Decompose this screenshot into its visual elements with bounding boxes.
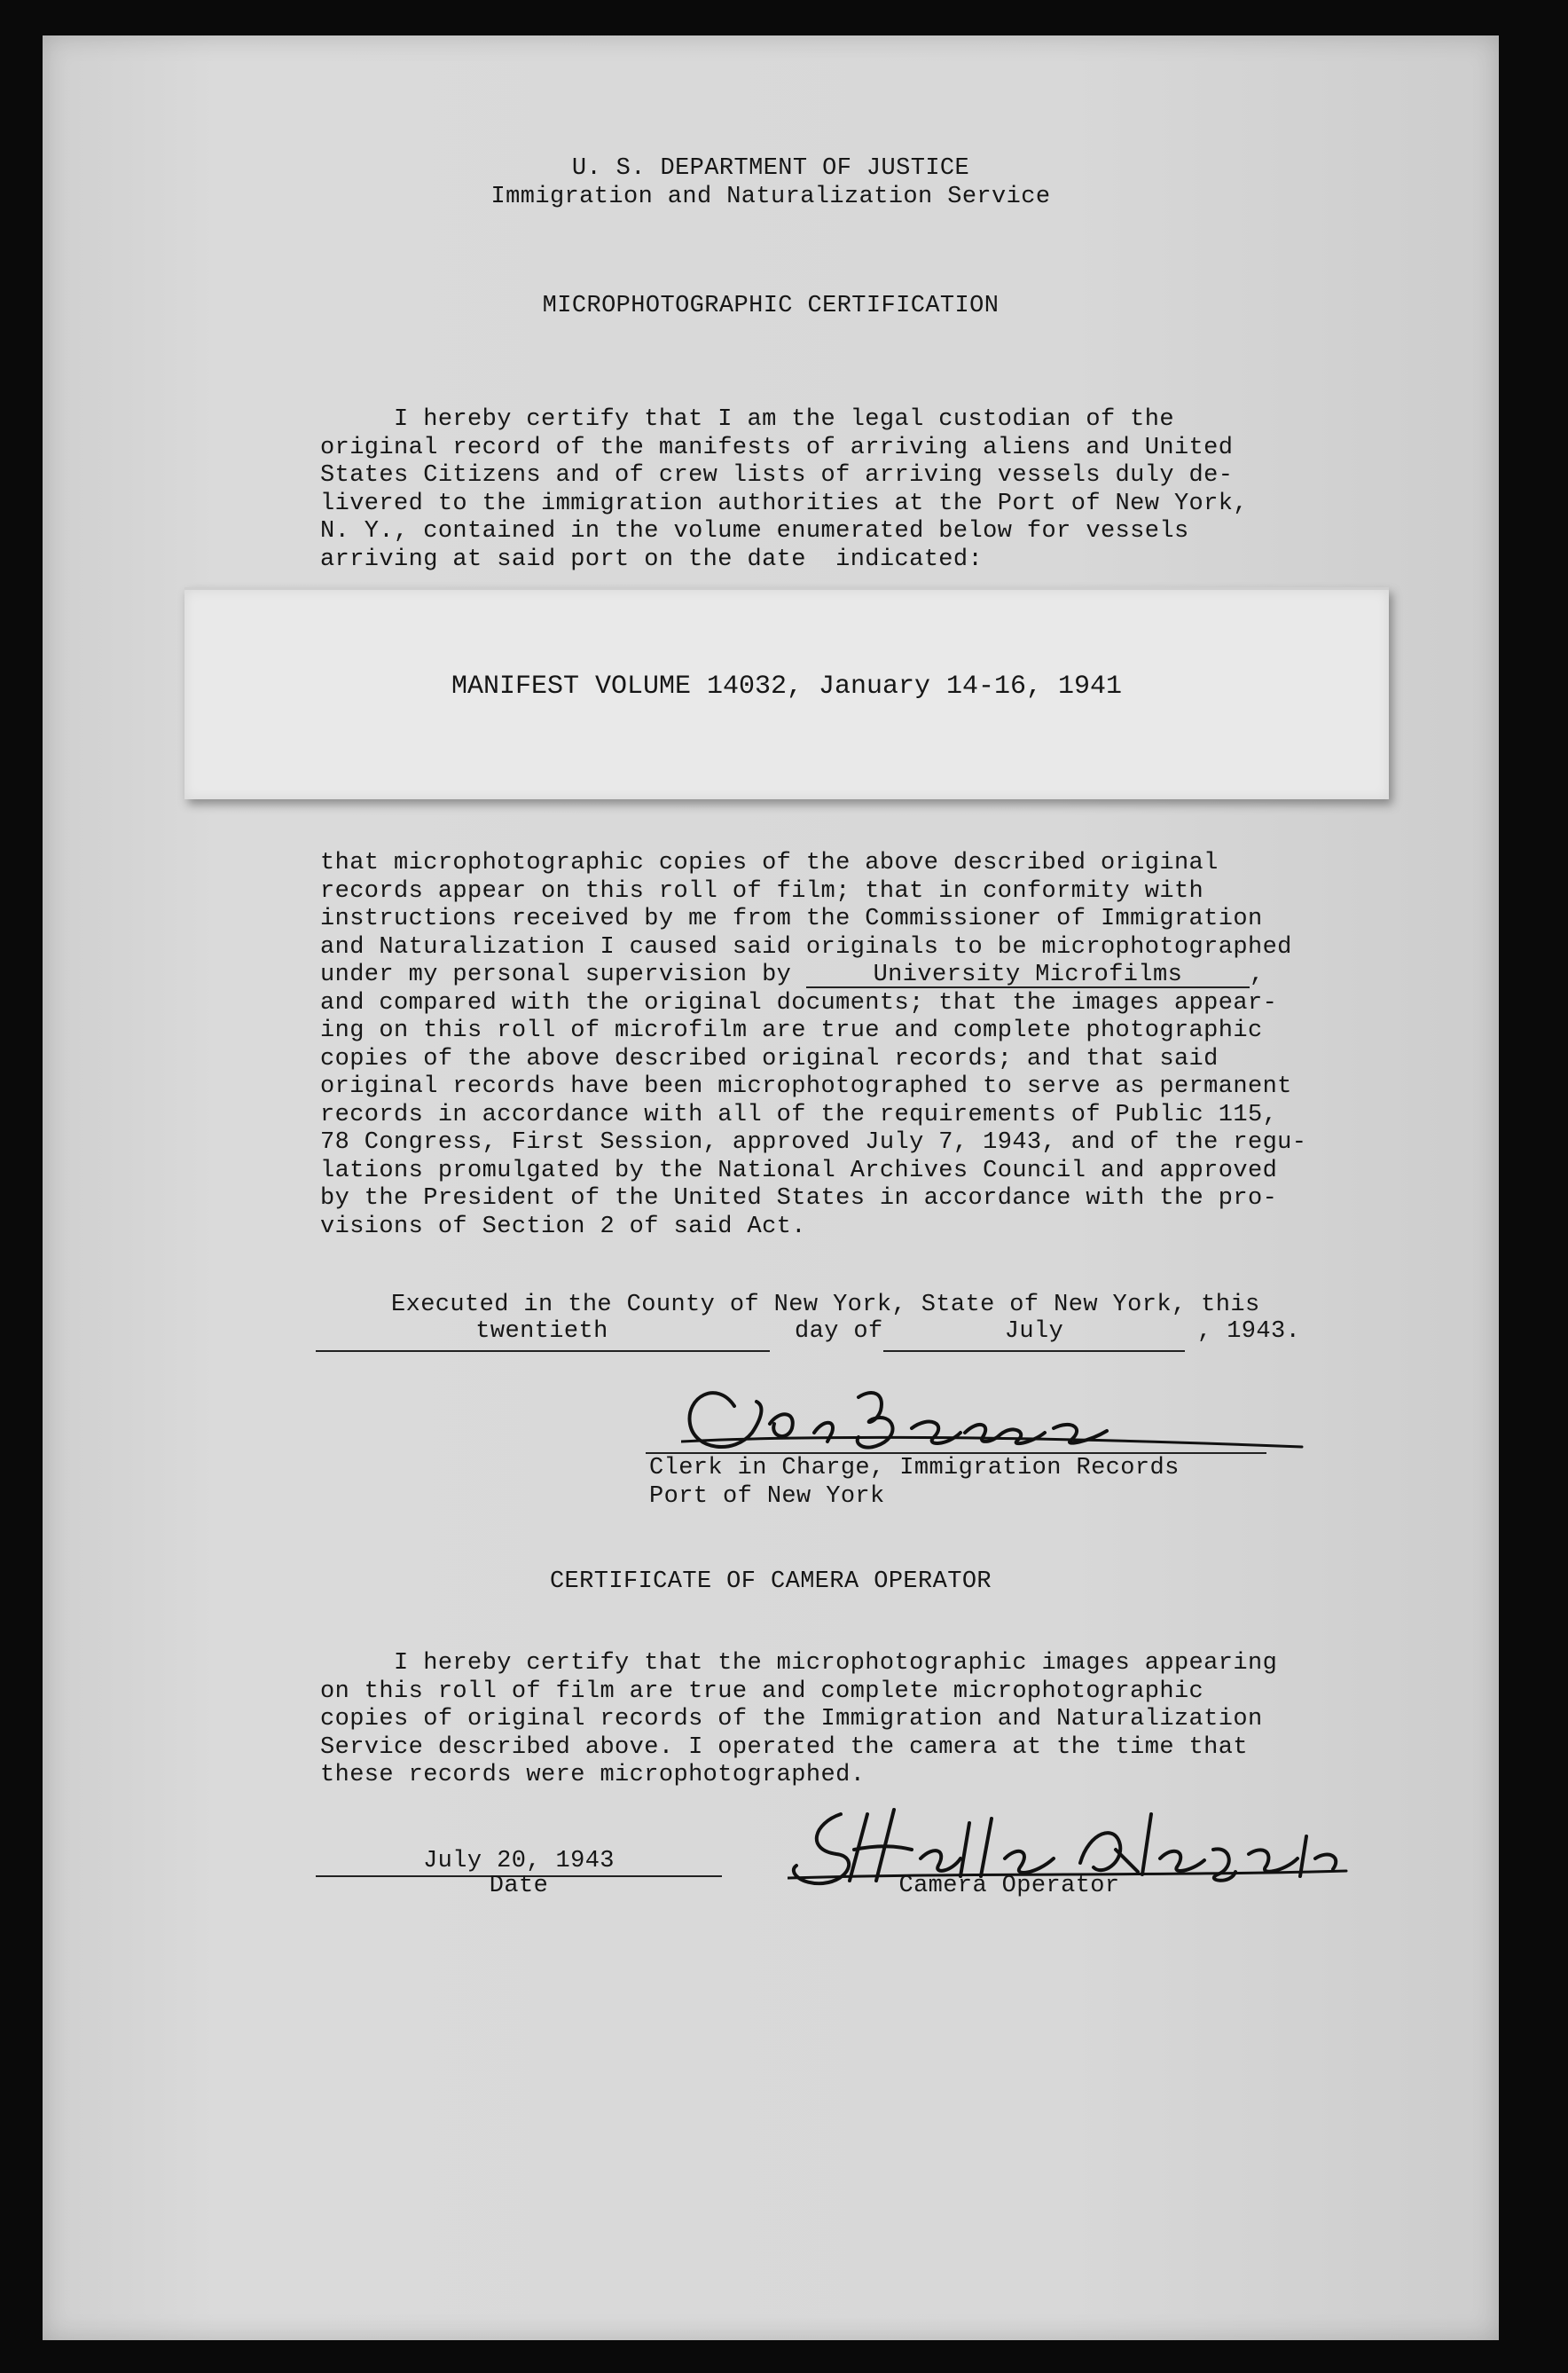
text-line: arriving at said port on the date indicated: bbox=[320, 546, 984, 573]
service-name: Immigration and Naturalization Service bbox=[490, 183, 1051, 210]
text-line: visions of Section 2 of said Act. bbox=[320, 1213, 806, 1240]
manifest-slip bbox=[184, 587, 1389, 799]
month-underline bbox=[883, 1350, 1185, 1352]
execution-month: July bbox=[1004, 1318, 1064, 1345]
text-line: records in accordance with all of the requirements of Public 115, bbox=[320, 1101, 1278, 1128]
department-name: U. S. DEPARTMENT OF JUSTICE bbox=[571, 155, 970, 182]
supervisor-suffix: , bbox=[1249, 962, 1265, 988]
date-label: Date bbox=[489, 1873, 549, 1899]
clerk-title: Clerk in Charge, Immigration Records bbox=[649, 1455, 1180, 1481]
supervisor-field: University Microfilms bbox=[806, 963, 1250, 988]
operator-paragraph bbox=[320, 1650, 1277, 1790]
execution-statement: Executed in the County of New York, State of New York, this bbox=[391, 1292, 1260, 1318]
text-line: 78 Congress, First Session, approved July 7, 1943, and of the regu- bbox=[320, 1129, 1307, 1156]
text-line: and compared with the original documents; that the images appear- bbox=[320, 989, 1278, 1017]
execution-date-line bbox=[316, 1318, 1327, 1354]
certification-body bbox=[320, 850, 1306, 1241]
text-line: copies of the above described original records; and that said bbox=[320, 1045, 1219, 1073]
text-line: instructions received by me from the Commissioner of Immigration bbox=[320, 906, 1263, 932]
text-line: lations promulgated by the National Archives Council and approved bbox=[320, 1157, 1278, 1184]
text-line: and Naturalization I caused said originals to be microphotographed bbox=[320, 933, 1292, 961]
text-line: that microphotographic copies of the above described original bbox=[320, 850, 1219, 876]
text-line: N. Y., contained in the volume enumerated below for vessels bbox=[320, 518, 1189, 545]
text-line: original records have been microphotographed to serve as permanent bbox=[320, 1073, 1292, 1100]
text-line: by the President of the United States in accordance with the pro- bbox=[320, 1185, 1278, 1212]
certificate-page bbox=[43, 35, 1499, 2340]
certification-title: MICROPHOTOGRAPHIC CERTIFICATION bbox=[542, 293, 1000, 319]
clerk-signature-line bbox=[646, 1452, 1266, 1454]
text-line: I hereby certify that the microphotographic images appearing bbox=[320, 1650, 1278, 1677]
intro-paragraph bbox=[320, 406, 1248, 574]
text-line: on this roll of film are true and complete microphotographic bbox=[320, 1678, 1204, 1705]
text-line: I hereby certify that I am the legal custodian of the bbox=[320, 406, 1174, 433]
text-line: ing on this roll of microfilm are true and complete photographic bbox=[320, 1018, 1263, 1044]
text-line: original record of the manifests of arriving aliens and United bbox=[320, 434, 1234, 461]
camera-operator-title: CERTIFICATE OF CAMERA OPERATOR bbox=[549, 1568, 992, 1595]
execution-year: , 1943. bbox=[1197, 1318, 1301, 1345]
text-line: copies of original records of the Immigration and Naturalization bbox=[320, 1706, 1263, 1733]
supervisor-prefix: under my personal supervision by bbox=[320, 962, 806, 988]
day-of-label: day of bbox=[795, 1318, 883, 1345]
text-line: records appear on this roll of film; that in conformity with bbox=[320, 877, 1204, 905]
text-line: Service described above. I operated the camera at the time that bbox=[320, 1733, 1248, 1761]
text-line-supervisor bbox=[320, 962, 1306, 990]
day-underline bbox=[316, 1350, 770, 1352]
camera-operator-label: Camera Operator bbox=[898, 1873, 1120, 1899]
manifest-volume-label: MANIFEST VOLUME 14032, January 14-16, 1941 bbox=[451, 672, 1123, 702]
text-line: livered to the immigration authorities at the Port of New York, bbox=[320, 490, 1248, 517]
clerk-port: Port of New York bbox=[649, 1483, 885, 1510]
operator-date: July 20, 1943 bbox=[423, 1848, 615, 1874]
text-line: these records were microphotographed. bbox=[320, 1762, 866, 1788]
department-header bbox=[43, 155, 1499, 211]
execution-day: twentieth bbox=[475, 1318, 608, 1345]
text-line: States Citizens and of crew lists of arriving vessels duly de- bbox=[320, 462, 1234, 489]
